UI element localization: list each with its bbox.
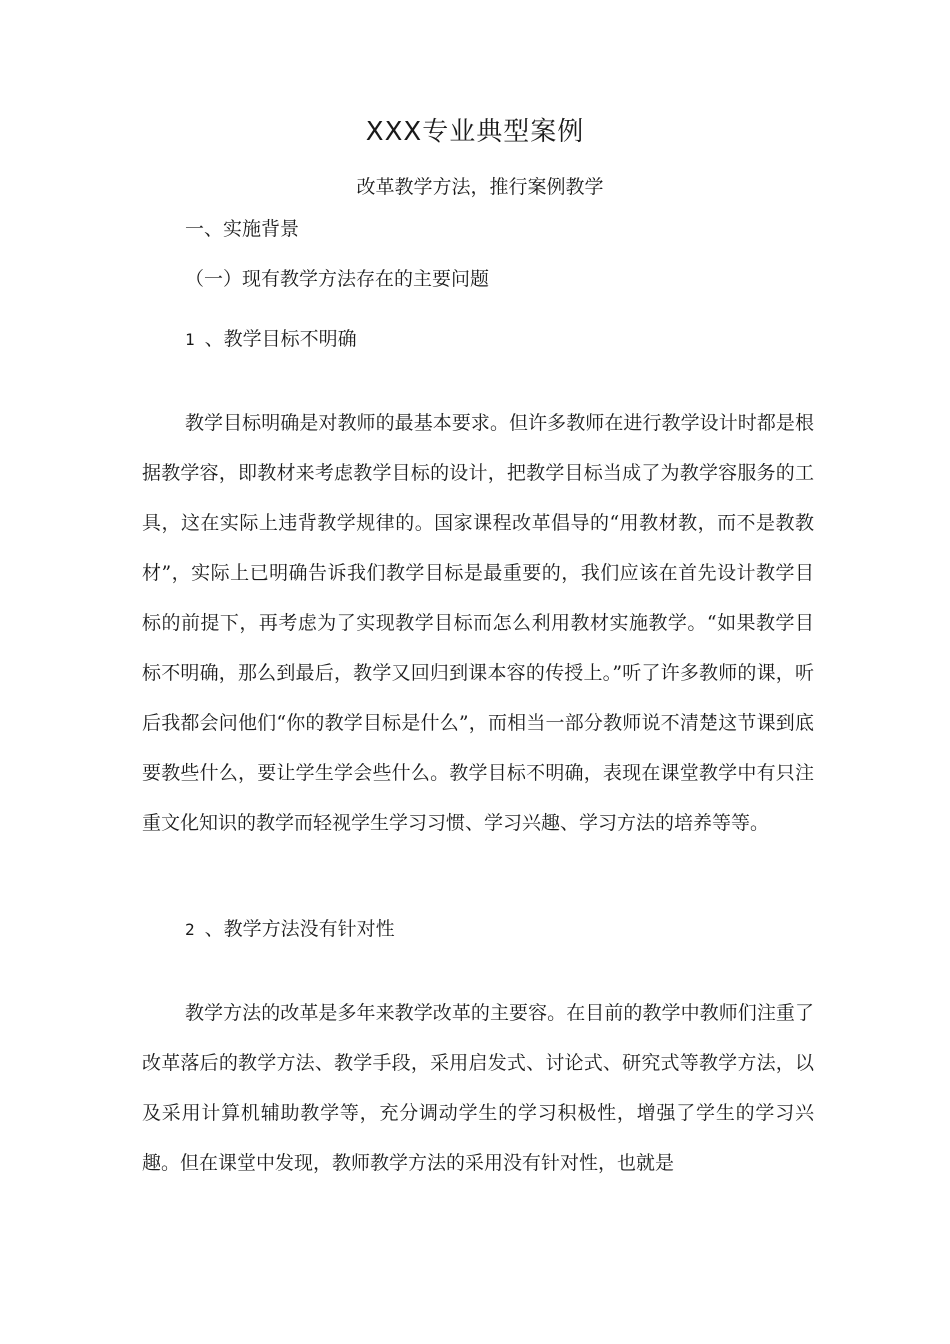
item-heading-teaching-goals (185, 324, 357, 355)
item-label: 、教学目标不明确 (204, 328, 357, 350)
item-number: 1 (185, 330, 195, 349)
body-paragraph: 教学目标明确是对教师的最基本要求。但许多教师在进行教学设计时都是根据教学容，即教材来考虑教学目标的设计，把教学目标当成了为教学容服务的工具，这在实际上违背教学规律的。国家课程改革倡导的“用教材教，而不是教教材”，实际上已明确告诉我们教学目标是最重要的，我们应该在首先设计教学目标的前提下，再考虑为了实现教学目标而怎么利用教材实施教学。“如果教学目标不明确，那么到最后，教学又回归到课本容的传授上。”听了许多教师的课，听后我都会问他们“你的教学目标是什么”，而相当一部分教师说不清楚这节课到底要教些什么，要让学生学会些什么。教学目标不明确，表现在课堂教学中有只注重文化知识的教学而轻视学生学习习惯、学习兴趣、学习方法的培养等等。 (142, 412, 814, 834)
section-heading-background: 一、实施背景 (185, 218, 300, 240)
document-subtitle: 改革教学方法，推行案例教学 (356, 176, 604, 198)
document-title: XXX专业典型案例 (365, 117, 585, 147)
body-paragraph: 教学方法的改革是多年来教学改革的主要容。在目前的教学中教师们注重了改革落后的教学方法、教学手段，采用启发式、讨论式、研究式等教学方法，以及采用计算机辅助教学等，充分调动学生的学习积极性，增强了学生的学习兴趣。但在课堂中发现，教师教学方法的采用没有针对性，也就是 (142, 1002, 814, 1174)
item-label: 、教学方法没有针对性 (204, 918, 395, 940)
item-heading-teaching-methods (185, 914, 395, 945)
item-number: 2 (185, 920, 195, 939)
subsection-heading-problems: （一）现有教学方法存在的主要问题 (185, 268, 490, 290)
